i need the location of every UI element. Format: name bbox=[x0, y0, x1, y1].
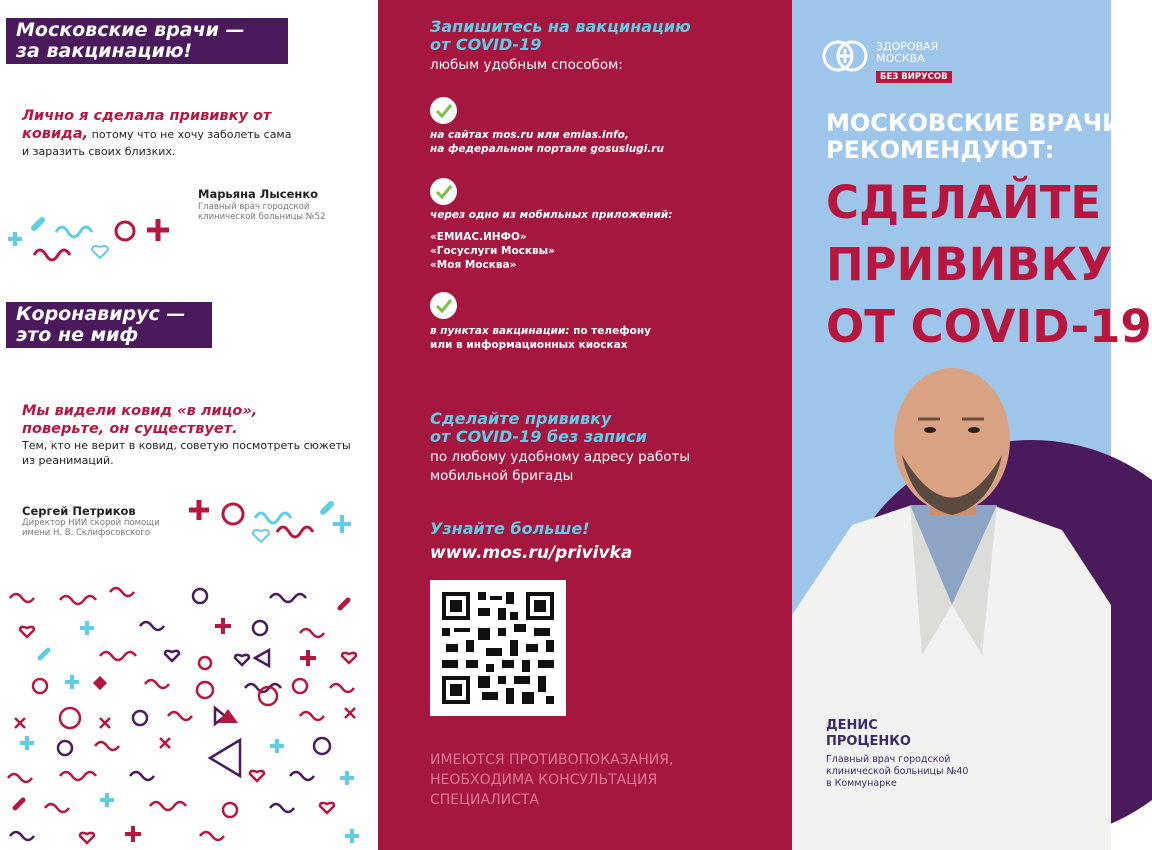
app-name: «ЕМИАС.ИНФО» bbox=[430, 231, 527, 243]
quote1-text: и заразить своих близких. bbox=[22, 145, 176, 158]
role-line: Главный врач городской bbox=[198, 202, 310, 212]
name-line: ПРОЦЕНКО bbox=[826, 734, 911, 749]
title-line: Сделайте прививку bbox=[430, 409, 612, 428]
quote-line: ковида, bbox=[22, 126, 89, 142]
left-panel bbox=[0, 0, 378, 850]
middle-panel bbox=[378, 0, 792, 850]
role-line: клинической больницы №52 bbox=[198, 212, 326, 222]
quote-text-inline: потому что не хочу заболеть сама bbox=[88, 128, 292, 141]
option-apps-list bbox=[430, 230, 555, 272]
contraindications-warning bbox=[430, 750, 673, 810]
tag-line: это не миф bbox=[16, 324, 139, 346]
check-icon bbox=[430, 178, 457, 205]
heading-line: МОСКОВСКИЕ ВРАЧИ bbox=[826, 109, 1123, 137]
option-apps-heading: через одно из мобильных приложений: bbox=[430, 209, 673, 221]
tag-line: за вакцинацию! bbox=[16, 40, 193, 62]
qr-code-icon[interactable] bbox=[430, 580, 566, 716]
option-line: на сайтах mos.ru или emias.info, bbox=[430, 129, 629, 141]
signup-title bbox=[430, 18, 691, 54]
doctor-role bbox=[826, 754, 968, 790]
text-line: по любому удобному адресу работы bbox=[430, 449, 691, 465]
role-line: в Коммунарке bbox=[826, 778, 897, 789]
check-icon bbox=[430, 292, 457, 319]
quote-line: из реанимаций. bbox=[22, 454, 114, 467]
role-line: имени Н. В. Склифосовского bbox=[22, 528, 151, 538]
logo-text bbox=[876, 41, 938, 65]
quote2-text bbox=[22, 438, 351, 468]
quote2-heading bbox=[22, 402, 257, 438]
logo-badge: БЕЗ ВИРУСОВ bbox=[876, 71, 952, 83]
tag-coronavirus-not-myth bbox=[6, 302, 212, 348]
signature-name: Марьяна Лысенко bbox=[198, 187, 319, 201]
title-line: от COVID-19 без записи bbox=[430, 427, 647, 446]
check-icon bbox=[430, 97, 457, 124]
signup-subtitle: любым удобным способом: bbox=[430, 57, 623, 73]
role-line: Директор НИИ скорой помощи bbox=[22, 518, 160, 528]
warning-line: НЕОБХОДИМА КОНСУЛЬТАЦИЯ bbox=[430, 772, 658, 788]
main-slogan bbox=[826, 172, 1152, 358]
slogan-line: СДЕЛАЙТЕ bbox=[826, 176, 1102, 229]
decor-pattern-icon bbox=[0, 578, 378, 850]
decor-squiggles-icon bbox=[4, 210, 179, 265]
warning-line: СПЕЦИАЛИСТА bbox=[430, 792, 539, 808]
heading-line: РЕКОМЕНДУЮТ: bbox=[826, 136, 1055, 164]
quote-line: Тем, кто не верит в ковид, советую посмотреть сюжеты bbox=[22, 439, 351, 452]
right-panel bbox=[792, 0, 1152, 850]
role-line: Главный врач городской bbox=[826, 754, 951, 765]
tag-line: Московские врачи — bbox=[16, 19, 245, 41]
option-websites bbox=[430, 128, 664, 156]
recommend-heading bbox=[826, 110, 1122, 164]
option-line: на федеральном портале gosuslugi.ru bbox=[430, 143, 664, 155]
signature-role bbox=[22, 518, 160, 538]
tag-line: Коронавирус — bbox=[16, 303, 186, 325]
warning-line: ИМЕЮТСЯ ПРОТИВОПОКАЗАНИЯ, bbox=[430, 752, 674, 768]
slogan-line: ОТ COVID-19 bbox=[826, 300, 1152, 353]
role-line: клинической больницы №40 bbox=[826, 766, 969, 777]
option-line: по телефону bbox=[569, 325, 651, 337]
no-signup-title bbox=[430, 410, 647, 446]
quote1-heading bbox=[22, 107, 291, 144]
option-line: или в информационных киосках bbox=[430, 339, 628, 351]
option-vaccination-points bbox=[430, 324, 651, 352]
signature-role bbox=[198, 202, 325, 222]
name-line: ДЕНИС bbox=[826, 718, 878, 733]
title-line: от COVID-19 bbox=[430, 35, 542, 54]
quote-line: Мы видели ковид «в лицо», bbox=[22, 403, 258, 419]
logo-line: МОСКВА bbox=[876, 52, 925, 65]
no-signup-text bbox=[430, 448, 690, 486]
quote-line: Лично я сделала прививку от bbox=[22, 108, 272, 124]
doctor-name bbox=[826, 718, 911, 750]
tag-doctors-for-vaccination bbox=[6, 18, 288, 64]
logo-line: ЗДОРОВАЯ bbox=[876, 40, 939, 53]
option-line: в пунктах вакцинации: bbox=[430, 325, 570, 337]
learn-more-title: Узнайте больше! bbox=[430, 519, 590, 538]
quote-line: поверьте, он существует. bbox=[22, 421, 238, 437]
signature-name: Сергей Петриков bbox=[22, 504, 136, 518]
text-line: мобильной бригады bbox=[430, 468, 574, 484]
title-line: Запишитесь на вакцинацию bbox=[430, 17, 691, 36]
slogan-line: ПРИВИВКУ bbox=[826, 238, 1113, 291]
app-name: «Госуслуги Москвы» bbox=[430, 245, 555, 257]
learn-more-url[interactable]: www.mos.ru/privivka bbox=[430, 543, 633, 563]
healthy-moscow-logo-icon bbox=[820, 34, 870, 79]
app-name: «Моя Москва» bbox=[430, 259, 517, 271]
decor-squiggles-icon bbox=[185, 494, 360, 544]
